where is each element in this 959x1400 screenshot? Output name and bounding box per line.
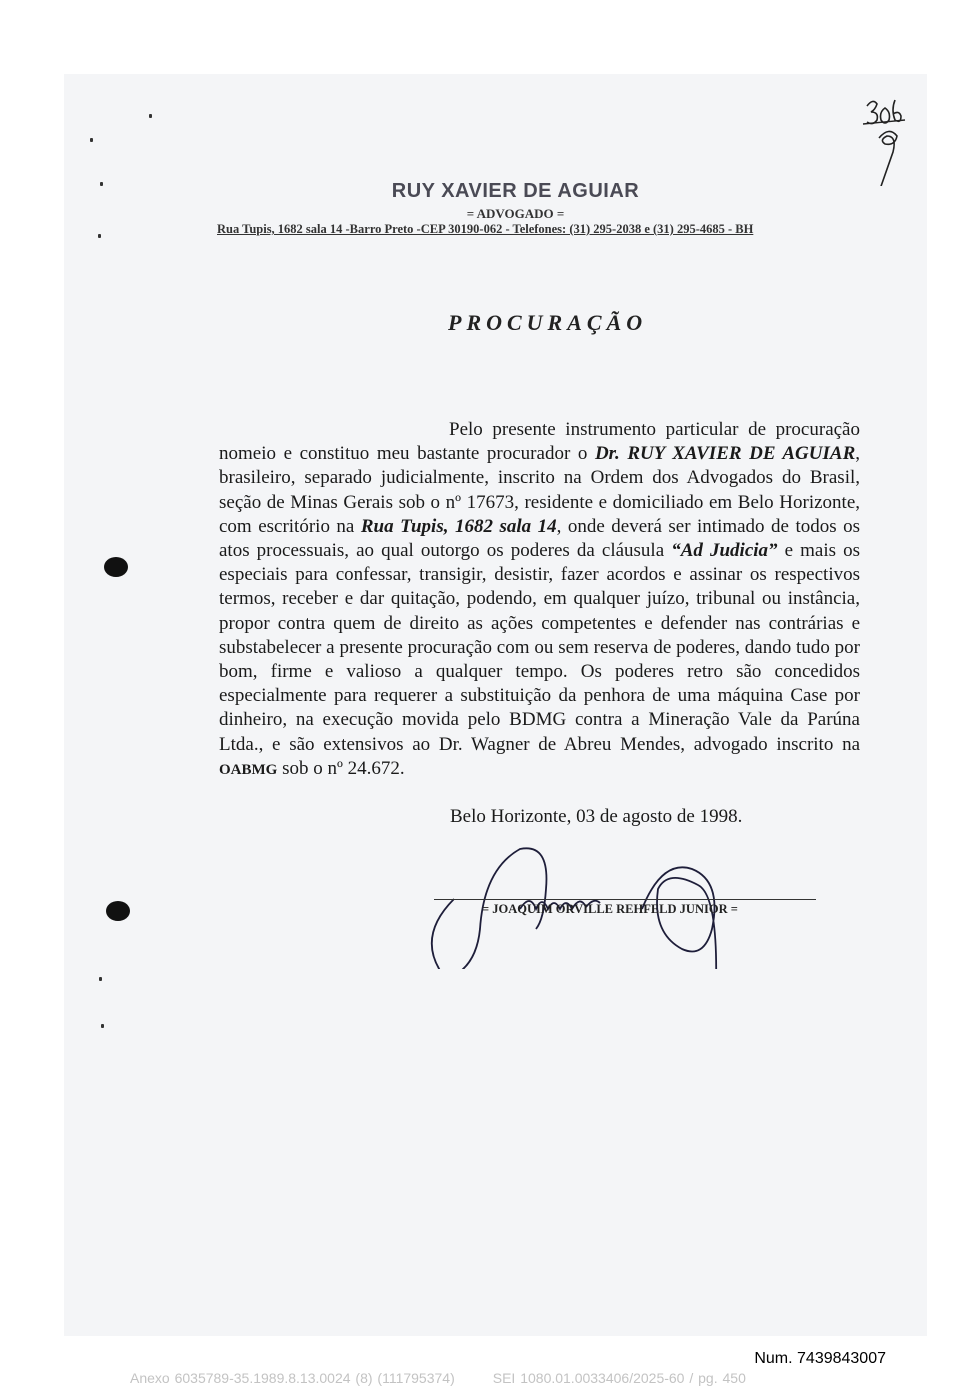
place-and-date: Belo Horizonte, 03 de agosto de 1998. xyxy=(450,806,743,827)
lawyer-title: = ADVOGADO = xyxy=(466,206,565,221)
clause-name: “Ad Judicia” xyxy=(671,540,778,562)
body-text-segment: , onde deverá ser intimado de todos os atos processuais, ao qual outorgo os poderes da cláusula xyxy=(219,515,861,562)
body-text-segment: Pelo presente instrumento particular de procuração nomeio e constituo meu bastante procurador o xyxy=(219,419,860,465)
scan-speck xyxy=(149,114,152,118)
handwritten-page-number-mark xyxy=(859,86,909,186)
scan-speck xyxy=(99,977,102,981)
lawyer-name: RUY XAVIER DE AGUIAR xyxy=(391,180,640,202)
signer-name: = JOAQUIM ORVILLE REHFELD JUNIOR = xyxy=(482,902,738,916)
document-number: Num. 7439843007 xyxy=(754,1350,886,1367)
scan-speck xyxy=(101,1024,104,1028)
body-text-segment: e mais os especiais para confessar, transigir, desistir, fazer acordos e assinar os respectivos termos, receber e dar quitação, podendo, em qualquer juízo, tribunal ou instância, propor contra quem de direito as ações competentes e defender nas contrárias e substabelecer a presente procuração com ou sem reserva de poderes, dando tudo por bom, firme e valioso a qualquer tempo. Os poderes retro são concedidos especialmente para requerer a substituição da penhora de uma máquina Case por dinheiro, na execução movida pelo BDMG contra a Mineração Vale da Parúna Ltda., e são extensivos ao Dr. Wagner de Abreu Mendes, advogado inscrito na xyxy=(219,540,860,755)
punch-hole-bottom xyxy=(106,901,130,921)
body-text-segment: , brasileiro, separado judicialmente, inscrito na Ordem dos Advogados do Brasil, seção de Minas Gerais sob o nº 17673, residente e domiciliado em Belo Horizonte, com escritório na xyxy=(219,443,860,537)
annex-reference: Anexo 6035789-35.1989.8.13.0024 (8) (111795374) xyxy=(130,1370,455,1386)
signature-line xyxy=(434,899,816,900)
attorney-name: Dr. RUY XAVIER DE AGUIAR xyxy=(594,443,856,465)
scanned-page xyxy=(64,74,927,1336)
document-body xyxy=(219,418,860,782)
scan-speck xyxy=(90,138,93,142)
footer-reference xyxy=(130,1370,746,1386)
punch-hole-top xyxy=(104,557,128,577)
scan-speck xyxy=(98,234,101,238)
letterhead-address: Rua Tupis, 1682 sala 14 -Barro Preto -CEP 30190-062 - Telefones: (31) 295-2038 e (31) 295-4685 - BH xyxy=(217,222,754,236)
document-title: PROCURAÇÃO xyxy=(448,310,648,335)
office-address: Rua Tupis, 1682 sala 14 xyxy=(360,515,557,537)
oab-section: OABMG xyxy=(219,761,278,778)
sei-reference: SEI 1080.01.0033406/2025-60 / pg. 450 xyxy=(492,1370,746,1386)
body-text-segment: sob o nº 24.672. xyxy=(277,757,405,779)
